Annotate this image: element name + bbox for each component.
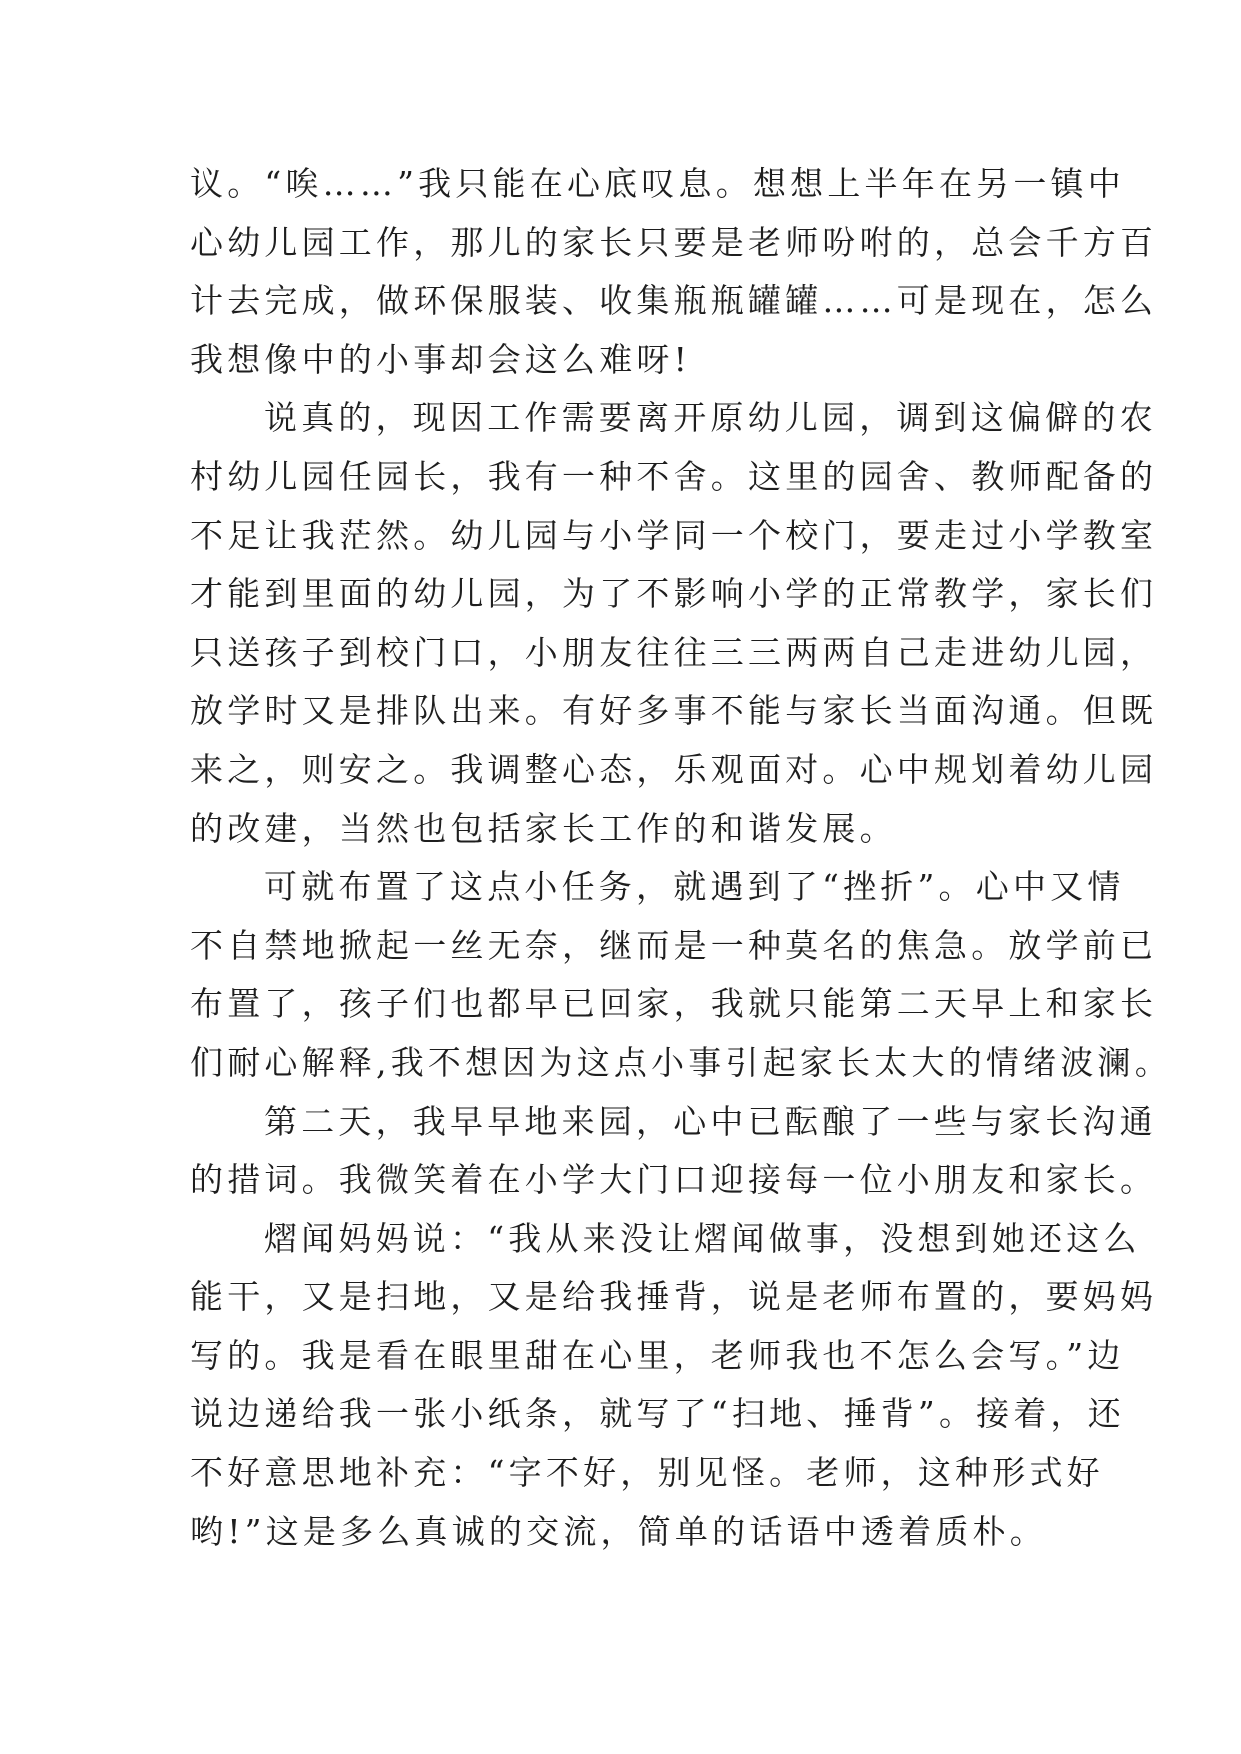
text-line: 才能到里面的幼儿园，为了不影响小学的正常教学，家长们 [190, 574, 1158, 614]
text-line: 计去完成，做环保服装、收集瓶瓶罐罐……可是现在，怎么 [190, 281, 1158, 321]
text-line: 村幼儿园任园长，我有一种不舍。这里的园舍、教师配备的 [190, 456, 1158, 496]
text-line: 的改建，当然也包括家长工作的和谐发展。 [190, 808, 897, 848]
text-line: 来之，则安之。我调整心态，乐观面对。心中规划着幼儿园 [190, 749, 1158, 789]
paragraph-first-line: 熠闻妈妈说：“我从来没让熠闻做事，没想到她还这么 [264, 1218, 1141, 1258]
text-line: 布置了，孩子们也都早已回家，我就只能第二天早上和家长 [190, 984, 1158, 1024]
text-line: 心幼儿园工作，那儿的家长只要是老师吩咐的，总会千方百 [190, 222, 1158, 262]
text-line: 我想像中的小事却会这么难呀! [190, 339, 692, 379]
document-body [190, 155, 1172, 1561]
text-line: 说边递给我一张小纸条，就写了“扫地、捶背”。接着，还 [190, 1394, 1125, 1434]
text-line: 不自禁地掀起一丝无奈，继而是一种莫名的焦急。放学前已 [190, 925, 1158, 965]
text-line: 们耐心解释,我不想因为这点小事引起家长太大的情绪波澜。 [190, 1042, 1172, 1082]
text-line: 的措词。我微笑着在小学大门口迎接每一位小朋友和家长。 [190, 1160, 1158, 1200]
paragraph-first-line: 可就布置了这点小任务，就遇到了“挫折”。心中又情 [264, 867, 1125, 907]
text-line: 不好意思地补充：“字不好，别见怪。老师，这种形式好 [190, 1453, 1104, 1493]
text-line: 不足让我茫然。幼儿园与小学同一个校门，要走过小学教室 [190, 515, 1158, 555]
paragraph-first-line: 说真的，现因工作需要离开原幼儿园，调到这偏僻的农 [264, 398, 1157, 438]
text-line: 议。“唉……”我只能在心底叹息。想想上半年在另一镇中 [190, 164, 1125, 203]
text-line: 写的。我是看在眼里甜在心里，老师我也不怎么会写。”边 [190, 1335, 1125, 1375]
text-line: 哟!”这是多么真诚的交流，简单的话语中透着质朴。 [190, 1511, 1047, 1551]
text-line: 能干，又是扫地，又是给我捶背，说是老师布置的，要妈妈 [190, 1277, 1158, 1317]
text-line: 放学时又是排队出来。有好多事不能与家长当面沟通。但既 [190, 691, 1158, 731]
text-line: 只送孩子到校门口，小朋友往往三三两两自己走进幼儿园， [190, 632, 1158, 672]
paragraph-first-line: 第二天，我早早地来园，心中已酝酿了一些与家长沟通 [264, 1101, 1157, 1141]
